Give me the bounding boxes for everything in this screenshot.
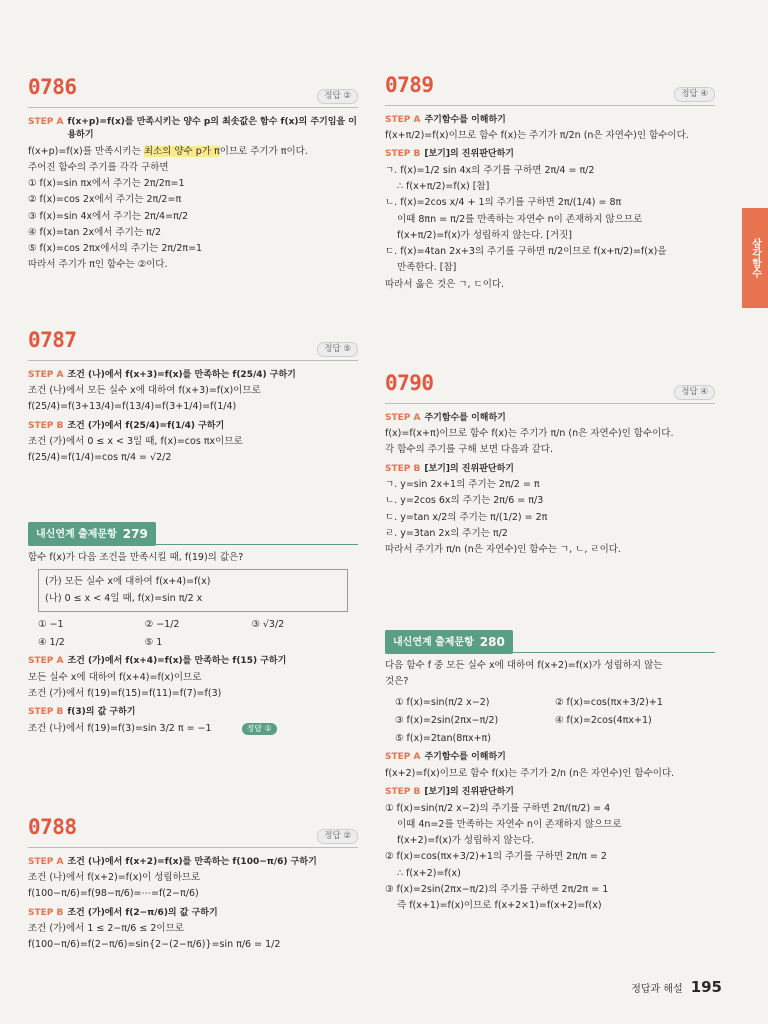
side-tab[interactable]: 삼각함수 xyxy=(742,208,768,308)
formula-line: f(100−π/6)=f(2−π/6)=sin{2−(2−π/6)}=sin π/6 = 1/2 xyxy=(28,939,281,951)
step-title: [보기]의 진위판단하기 xyxy=(424,463,514,474)
formula-line: f(100−π/6)=f(98−π/6)=⋯=f(2−π/6) xyxy=(28,888,199,900)
text-span: f(x+p)=f(x)를 만족시키는 xyxy=(28,145,144,157)
step-a xyxy=(28,116,358,143)
problem-0788 xyxy=(28,812,358,955)
text-line: 만족한다. [참] xyxy=(397,262,457,274)
text-line: 조건 (나)에서 f(x+2)=f(x)이 성립하므로 xyxy=(28,872,201,883)
text-line: 모든 실수 x에 대하여 f(x+4)=f(x)이므로 xyxy=(28,671,202,683)
question: 다음 함수 f 중 모든 실수 x에 대하여 f(x+2)=f(x)가 성립하지 않는 xyxy=(385,660,663,671)
answer-badge: 정답 ⑤ xyxy=(317,342,358,357)
problem-0790 xyxy=(385,368,715,559)
answer-badge: 정답 ④ xyxy=(674,87,715,102)
condition-box xyxy=(38,569,348,612)
answer-badge: 정답 ② xyxy=(317,89,358,104)
step-tag: STEP A xyxy=(385,114,421,125)
text-line: 이때 8πn = π/2를 만족하는 자연수 n이 존재하지 않으므로 xyxy=(397,213,643,225)
box-label: 내신연계 출제문항 xyxy=(36,528,117,540)
text-line: 주어진 함수의 주기를 각각 구하면 xyxy=(28,161,169,173)
text-line: 즉 f(x+1)=f(x)이므로 f(x+2×1)=f(x+2)=f(x) xyxy=(397,900,602,911)
condition: (가) 모든 실수 x에 대하여 f(x+4)=f(x) xyxy=(45,576,211,588)
box-number: 279 xyxy=(122,527,148,541)
text-line: ① f(x)=sin(π/2 x−2)의 주기를 구하면 2π/(π/2) = 4 xyxy=(385,802,611,814)
question: 것은? xyxy=(385,676,409,688)
text-line: f(x+π/2)=f(x)가 성립하지 않는다. [거짓] xyxy=(397,229,572,241)
text-span: 조건 (나)에서 f(19)=f(3)=sin 3/2 π = −1 xyxy=(28,722,212,734)
text-line: 조건 (가)에서 f(19)=f(15)=f(11)=f(7)=f(3) xyxy=(28,688,222,699)
choice-line: ⑤ f(x)=cos 2πx에서의 주기는 2π/2π=1 xyxy=(28,243,203,254)
text-line: 조건 (나)에서 모든 실수 x에 대하여 f(x+3)=f(x)이므로 xyxy=(28,385,261,396)
choice-5[interactable]: ⑤ 1 xyxy=(144,637,163,648)
choice-3[interactable]: ③ f(x)=2sin(2πx−π/2) xyxy=(395,714,499,726)
text-line: ㄱ. f(x)=1/2 sin 4x의 주기를 구하면 2π/4 = π/2 xyxy=(385,164,595,176)
problem-number: 0789 xyxy=(385,73,434,97)
step-b xyxy=(28,907,358,921)
step-tag: STEP A xyxy=(28,856,64,867)
related-problem-279 xyxy=(28,522,358,738)
step-tag: STEP A xyxy=(385,412,421,423)
choice-1[interactable]: ① −1 xyxy=(38,618,64,630)
step-title: 조건 (가)에서 f(25/4)=f(1/4) 구하기 xyxy=(67,420,225,431)
text-line: f(x+π/2)=f(x)이므로 함수 f(x)는 주기가 π/2n (n은 자연수)인 함수이다. xyxy=(385,130,689,141)
page-footer xyxy=(631,978,722,996)
choice-line: ② f(x)=cos 2x에서 주기는 2π/2=π xyxy=(28,194,182,206)
step-title: 주기함수를 이해하기 xyxy=(424,752,506,763)
step-title: f(3)의 값 구하기 xyxy=(67,707,136,718)
related-problem-280 xyxy=(385,630,715,915)
choice-1[interactable]: ① f(x)=sin(π/2 x−2) xyxy=(395,696,490,708)
question: 함수 f(x)가 다음 조건을 만족시킬 때, f(19)의 값은? xyxy=(28,552,244,563)
text-line: ㄹ. y=3tan 2x의 주기는 π/2 xyxy=(385,527,508,539)
text-span: 이므로 주기가 π이다. xyxy=(219,145,308,157)
choice-4[interactable]: ④ 1/2 xyxy=(38,637,65,648)
problem-0789 xyxy=(385,70,715,294)
step-tag: STEP B xyxy=(385,463,421,474)
box-header xyxy=(28,522,156,546)
step-title: 조건 (가)에서 f(x+4)=f(x)를 만족하는 f(15) 구하기 xyxy=(67,656,287,667)
step-a xyxy=(28,655,358,669)
answer-badge: 정답 ② xyxy=(317,829,358,844)
problem-0786 xyxy=(28,72,358,275)
step-tag: STEP B xyxy=(385,787,421,797)
step-title: 주기함수를 이해하기 xyxy=(424,412,506,423)
text-line: ∴ f(x+π/2)=f(x) [참] xyxy=(397,181,490,192)
answer-badge: 정답 ④ xyxy=(674,385,715,400)
choice-5[interactable]: ⑤ f(x)=2tan(8πx+π) xyxy=(395,733,491,744)
condition: (나) 0 ≤ x < 4일 때, f(x)=sin π/2 x xyxy=(45,592,203,604)
text-line: 조건 (가)에서 0 ≤ x < 3일 때, f(x)=cos πx이므로 xyxy=(28,436,243,447)
box-header xyxy=(385,630,513,654)
step-tag: STEP A xyxy=(28,656,64,667)
text-line: 조건 (가)에서 1 ≤ 2−π/6 ≤ 2이므로 xyxy=(28,923,184,934)
choice-2[interactable]: ② f(x)=cos(πx+3/2)+1 xyxy=(555,696,663,708)
box-label: 내신연계 출제문항 xyxy=(393,636,474,648)
step-title: 조건 (나)에서 f(x+2)=f(x)를 만족하는 f(100−π/6) 구하기 xyxy=(67,856,317,867)
step-a xyxy=(28,856,358,870)
formula-line: f(25/4)=f(3+13/4)=f(13/4)=f(3+1/4)=f(1/4) xyxy=(28,401,237,413)
text-line: ③ f(x)=2sin(2πx−π/2)의 주기를 구하면 2π/2π = 1 xyxy=(385,883,609,895)
step-tag: STEP B xyxy=(28,707,64,718)
choice-line: ③ f(x)=sin 4x에서 주기는 2π/4=π/2 xyxy=(28,210,189,222)
text-line: f(x+2)=f(x)가 성립하지 않는다. xyxy=(397,835,535,846)
text-line: f(x)=f(x+π)이므로 함수 f(x)는 주기가 π/n (n은 자연수)인 함수이다. xyxy=(385,428,674,439)
footer-label: 정답과 해설 xyxy=(631,984,683,995)
problem-number: 0787 xyxy=(28,328,77,352)
choice-3[interactable]: ③ √3/2 xyxy=(251,618,285,630)
step-tag: STEP B xyxy=(28,420,64,431)
highlight: 최소의 양수 p가 π xyxy=(143,145,220,157)
step-a xyxy=(28,369,358,383)
text-line: 각 함수의 주기를 구해 보면 다음과 같다. xyxy=(385,444,553,456)
text-line: ㄷ. y=tan x/2의 주기는 π/(1/2) = 2π xyxy=(385,511,548,523)
page-number: 195 xyxy=(690,978,722,996)
text-line: f(x+2)=f(x)이므로 함수 f(x)는 주기가 2/n (n은 자연수)인 함수이다. xyxy=(385,767,675,779)
step-a xyxy=(385,412,715,426)
step-tag: STEP A xyxy=(28,116,64,127)
formula-line: f(25/4)=f(1/4)=cos π/4 = √2/2 xyxy=(28,452,172,464)
choice-4[interactable]: ④ f(x)=2cos(4πx+1) xyxy=(555,714,652,726)
text-line: ㄴ. f(x)=2cos x/4 + 1의 주기를 구하면 2π/(1/4) = 8π xyxy=(385,197,622,209)
step-a xyxy=(385,114,715,128)
problem-number: 0788 xyxy=(28,815,77,839)
choices xyxy=(38,618,358,651)
step-title: 조건 (나)에서 f(x+3)=f(x)를 만족하는 f(25/4) 구하기 xyxy=(67,369,296,380)
text-line: 이때 4n=2를 만족하는 자연수 n이 존재하지 않으므로 xyxy=(397,818,622,830)
step-b xyxy=(385,786,715,800)
step-b xyxy=(385,463,715,477)
step-title: 주기함수를 이해하기 xyxy=(424,114,506,125)
step-tag: STEP A xyxy=(28,369,64,380)
step-a xyxy=(385,751,715,765)
step-title: f(x+p)=f(x)를 만족시키는 양수 p의 최솟값은 함수 f(x)의 주기임을 이용하기 xyxy=(67,116,357,140)
answer-badge: 정답 ① xyxy=(242,723,277,735)
problem-number: 0790 xyxy=(385,371,434,395)
step-tag: STEP A xyxy=(385,752,421,763)
conclusion: 따라서 옳은 것은 ㄱ, ㄷ이다. xyxy=(385,278,505,290)
text-line xyxy=(28,722,358,736)
box-number: 280 xyxy=(479,635,505,649)
step-b xyxy=(385,148,715,162)
problem-number: 0786 xyxy=(28,75,77,99)
conclusion: 따라서 주기가 π인 함수는 ②이다. xyxy=(28,259,168,271)
step-title: 조건 (가)에서 f(2−π/6)의 값 구하기 xyxy=(67,907,218,918)
step-title: [보기]의 진위판단하기 xyxy=(424,787,514,797)
step-title: [보기]의 진위판단하기 xyxy=(424,149,514,160)
text-line xyxy=(28,145,358,159)
choice-line: ① f(x)=sin πx에서 주기는 2π/2π=1 xyxy=(28,178,185,189)
text-line: ㄴ. y=2cos 6x의 주기는 2π/6 = π/3 xyxy=(385,495,544,507)
conclusion: 따라서 주기가 π/n (n은 자연수)인 함수는 ㄱ, ㄴ, ㄹ이다. xyxy=(385,544,621,555)
choice-2[interactable]: ② −1/2 xyxy=(144,618,180,630)
text-line: ㄱ. y=sin 2x+1의 주기는 2π/2 = π xyxy=(385,479,540,490)
step-tag: STEP B xyxy=(385,149,421,160)
text-line: ㄷ. f(x)=4tan 2x+3의 주기를 구하면 π/2이므로 f(x+π/2)=f(x)을 xyxy=(385,246,667,257)
text-line: ∴ f(x+2)=f(x) xyxy=(397,867,461,879)
step-b xyxy=(28,706,358,720)
step-b xyxy=(28,420,358,434)
step-tag: STEP B xyxy=(28,907,64,918)
problem-0787 xyxy=(28,325,358,468)
text-line: ② f(x)=cos(πx+3/2)+1의 주기를 구하면 2π/π = 2 xyxy=(385,851,607,863)
choices xyxy=(395,696,715,747)
choice-line: ④ f(x)=tan 2x에서 주기는 π/2 xyxy=(28,226,162,238)
